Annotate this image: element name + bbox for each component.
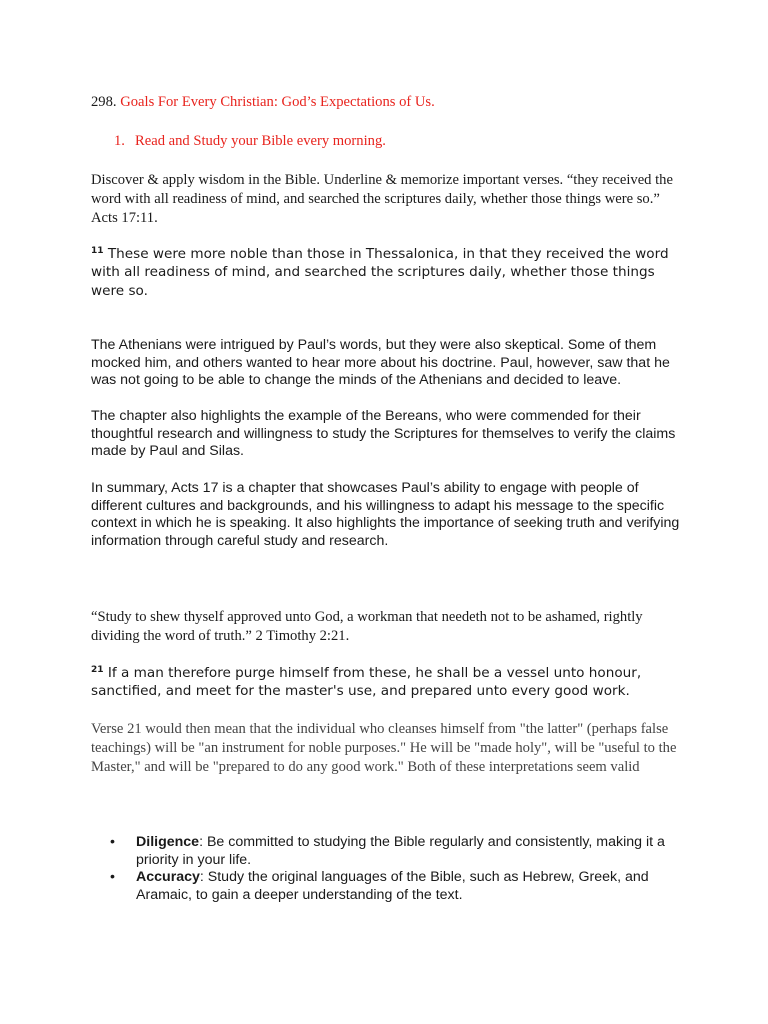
verse-text: If a man therefore purge himself from these, he shall be a vessel unto honour, sanctified, and meet for the master's use, and prepared unto every good work.	[91, 665, 642, 700]
list-item	[110, 869, 690, 904]
bullet-term: Accuracy	[136, 869, 200, 886]
heading-number: 298.	[91, 94, 117, 110]
verse-21-quote	[91, 664, 681, 701]
paragraph-discover: Discover & apply wisdom in the Bible. Underline & memorize important verses. “they received the word with all readiness of mind, and searched the scriptures daily, whether those things were so.” Acts 17:11.	[91, 172, 673, 226]
bullet-term: Diligence	[136, 834, 200, 850]
document-heading	[91, 93, 681, 111]
bullet-text: : Be committed to studying the Bible regularly and consistently, making it a priority in your life.	[136, 834, 665, 868]
paragraph-interpretation: Verse 21 would then mean that the individual who cleanses himself from "the latter" (perhaps false teachings) will be "an instrument for noble purposes." He will be "made holy", will be "useful to the Master," and will be "prepared to do any good work." Both of these interpretations seem valid	[91, 721, 677, 776]
heading-title: Goals For Every Christian: God’s Expectations of Us.	[120, 94, 435, 110]
verse-text: These were more noble than those in Thessalonica, in that they received the word with all readiness of mind, and searched the scriptures daily, whether those things were so.	[91, 246, 669, 299]
bullet-icon: •	[110, 834, 115, 850]
list-item-text: Read and Study your Bible every morning.	[135, 133, 386, 149]
list-item-number: 1.	[114, 133, 125, 149]
bullet-icon: •	[110, 869, 115, 886]
list-item	[110, 834, 690, 869]
verse-11-quote	[91, 245, 681, 300]
paragraph-athenians: The Athenians were intrigued by Paul’s words, but they were also skeptical. Some of them mocked him, and others wanted to hear more about his doctrine. Paul, however, saw that he was not going to be able to change the minds of the Athenians and decided to leave.	[91, 337, 670, 389]
paragraph-summary: In summary, Acts 17 is a chapter that showcases Paul’s ability to engage with people of different cultures and backgrounds, and his willingness to adapt his message to the specific context in which he is speaking. It also highlights the importance of seeking truth and verifying information through careful study and research.	[91, 480, 680, 549]
verse-number: 21	[91, 665, 104, 675]
verse-number: 11	[91, 246, 104, 256]
paragraph-study-quote: “Study to shew thyself approved unto God, a workman that needeth not to be ashamed, rightly dividing the word of truth.” 2 Timothy 2:21.	[91, 609, 643, 644]
paragraph-bereans: The chapter also highlights the example of the Bereans, who were commended for their thoughtful research and willingness to study the Scriptures for themselves to verify the claims made by Paul and Silas.	[91, 408, 676, 460]
numbered-list-item	[114, 132, 704, 150]
bullet-list	[110, 834, 690, 904]
bullet-text: : Study the original languages of the Bible, such as Hebrew, Greek, and Aramaic, to gain a deeper understanding of the text.	[136, 869, 649, 903]
